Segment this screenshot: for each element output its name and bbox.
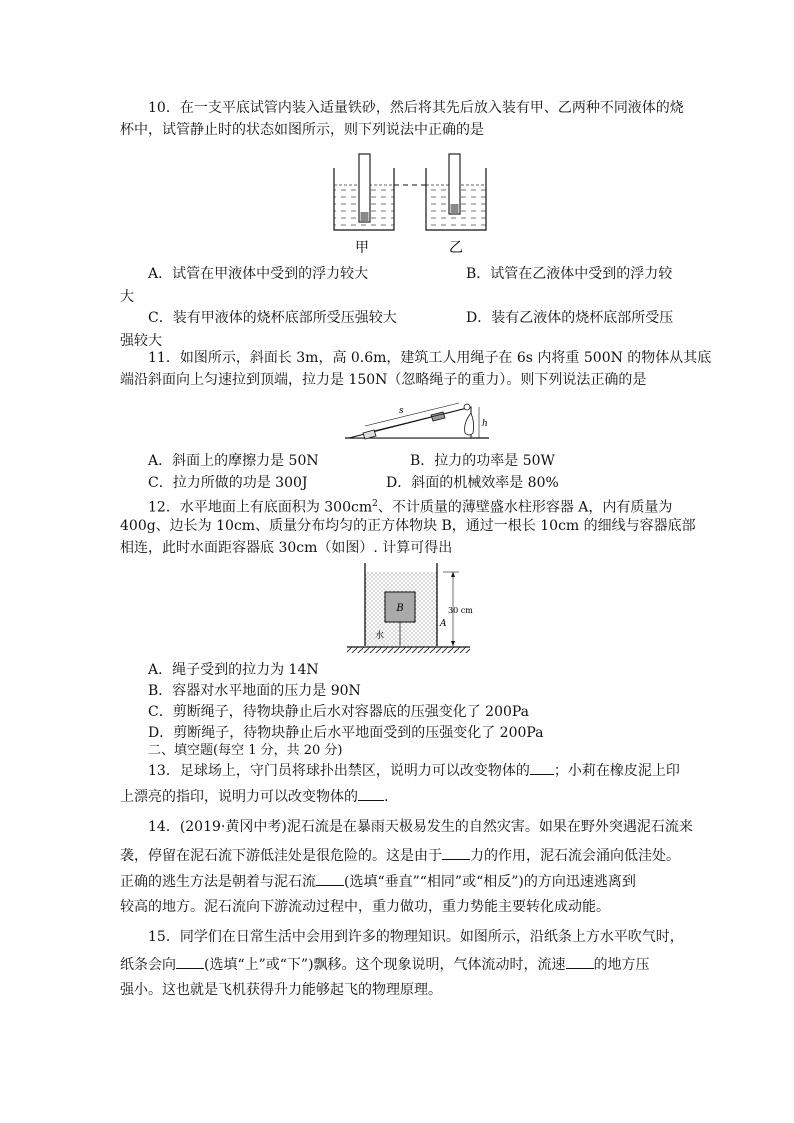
q15-blank-1[interactable] (176, 954, 204, 969)
q11-option-a: A．斜面上的摩擦力是 50N (148, 453, 319, 469)
q15-text-b: (选填“上”或“下”)飘移。这个现象说明，气体流动时，流速 (204, 957, 566, 973)
q12-line1 (148, 494, 672, 518)
fig-label-b: B (396, 603, 404, 614)
q11-line2: 端沿斜面向上匀速拉到顶端，拉力是 150N（忽略绳子的重力）。则下列说法正确的是 (120, 372, 647, 388)
q11-option-d: D．斜面的机械效率是 80% (386, 475, 559, 491)
q14-line1: 14．(2019·黄冈中考)泥石流是在暴雨天极易发生的自然灾害。如果在野外突遇泥石流来 (148, 819, 693, 835)
q12-line1-post: 、不计质量的薄壁盛水柱形容器 A，内有质量为 (377, 499, 673, 516)
q10-option-b: B．试管在乙液体中受到的浮力较 (466, 266, 673, 282)
q10-option-d-cont: 强较大 (120, 333, 162, 349)
q15-text-a: 纸条会向 (120, 957, 176, 973)
q15-blank-2[interactable] (566, 954, 594, 969)
q15-line2 (120, 954, 650, 975)
section-fill-in-title: 二、填空题(每空 1 分，共 20 分) (148, 743, 343, 758)
q15-line1: 15．同学们在日常生活中会用到许多的物理知识。如图所示，沿纸条上方水平吹气时， (148, 929, 684, 945)
fig-label-s: s (399, 406, 404, 416)
q11-incline-figure (343, 393, 491, 443)
q12-line2: 400g、边长为 10cm、质量分布均匀的正方体物块 B，通过一根长 10cm 的细线与容器底部 (120, 518, 696, 534)
q11-option-c: C．拉力所做的功是 300J (148, 475, 308, 491)
fig-label-a: A (440, 619, 447, 629)
q10-line1: 10．在一支平底试管内装入适量铁砂，然后将其先后放入装有甲、乙两种不同液体的烧 (148, 100, 684, 116)
q10-option-d: D．装有乙液体的烧杯底部所受压 (466, 310, 674, 326)
q10-option-c: C．装有甲液体的烧杯底部所受压强较大 (148, 310, 397, 326)
q13-text-d: . (384, 789, 389, 805)
q10-beakers-figure (330, 152, 490, 257)
q14-line2 (120, 845, 680, 866)
fig-label-jia: 甲 (355, 240, 369, 256)
q11-option-b: B．拉力的功率是 50W (410, 453, 555, 469)
q14-text-d: (选填“垂直”“相同”或“相反”)的方向迅速逃离到 (344, 874, 636, 890)
q13-text-b: ；小莉在橡皮泥上印 (553, 763, 680, 779)
fig-label-h: h (482, 419, 488, 429)
q12-line1-pre: 12．水平地面上有底面积为 300cm (148, 499, 373, 516)
q14-line4: 较高的地方。泥石流向下游流动过程中，重力做功，重力势能主要转化成动能。 (120, 899, 610, 915)
q14-text-a: 袭，停留在泥石流下游低洼处是很危险的。这是由于 (120, 848, 442, 864)
q15-text-c: 的地方压 (593, 957, 650, 973)
fig-label-water: 水 (375, 631, 385, 641)
q12-option-b: B．容器对水平地面的压力是 90N (148, 683, 361, 699)
q12-line1-sup: 2 (372, 499, 378, 509)
q13-text-a: 13．足球场上，守门员将球扑出禁区，说明力可以改变物体的 (148, 763, 530, 779)
q14-line3 (120, 871, 636, 892)
q12-option-c: C．剪断绳子，待物块静止后水对容器底的压强变化了 200Pa (148, 704, 530, 720)
q14-blank-1[interactable] (442, 845, 470, 860)
fig-label-yi: 乙 (449, 240, 463, 256)
q12-option-d: D．剪断绳子，待物块静止后水平地面受到的压强变化了 200Pa (148, 725, 544, 741)
q14-blank-2[interactable] (316, 871, 344, 886)
q12-container-figure (345, 558, 480, 658)
q13-blank-1[interactable] (530, 760, 554, 775)
q11-line1: 11．如图所示，斜面长 3m，高 0.6m，建筑工人用绳子在 6s 内将重 500N 的物体从其底 (148, 350, 712, 366)
q12-line3: 相连，此时水面距容器底 30cm（如图）. 计算可得出 (120, 540, 453, 556)
q15-line3: 强小。这也就是飞机获得升力能够起飞的物理原理。 (120, 982, 442, 998)
q13-text-c: 上漂亮的指印，说明力可以改变物体的 (120, 789, 358, 805)
q10-option-b-cont: 大 (120, 289, 134, 305)
q10-line2: 杯中，试管静止时的状态如图所示，则下列说法中正确的是 (120, 122, 484, 138)
fig-label-30cm: 30 cm (448, 606, 473, 615)
q13-line1 (148, 760, 680, 781)
q14-text-b: 力的作用，泥石流会涌向低洼处。 (470, 848, 680, 864)
q12-option-a: A．绳子受到的拉力为 14N (148, 662, 319, 678)
q10-option-a: A．试管在甲液体中受到的浮力较大 (148, 266, 369, 282)
q13-line2 (120, 786, 388, 807)
q13-blank-2[interactable] (358, 786, 384, 801)
q14-text-c: 正确的逃生方法是朝着与泥石流 (120, 874, 316, 890)
